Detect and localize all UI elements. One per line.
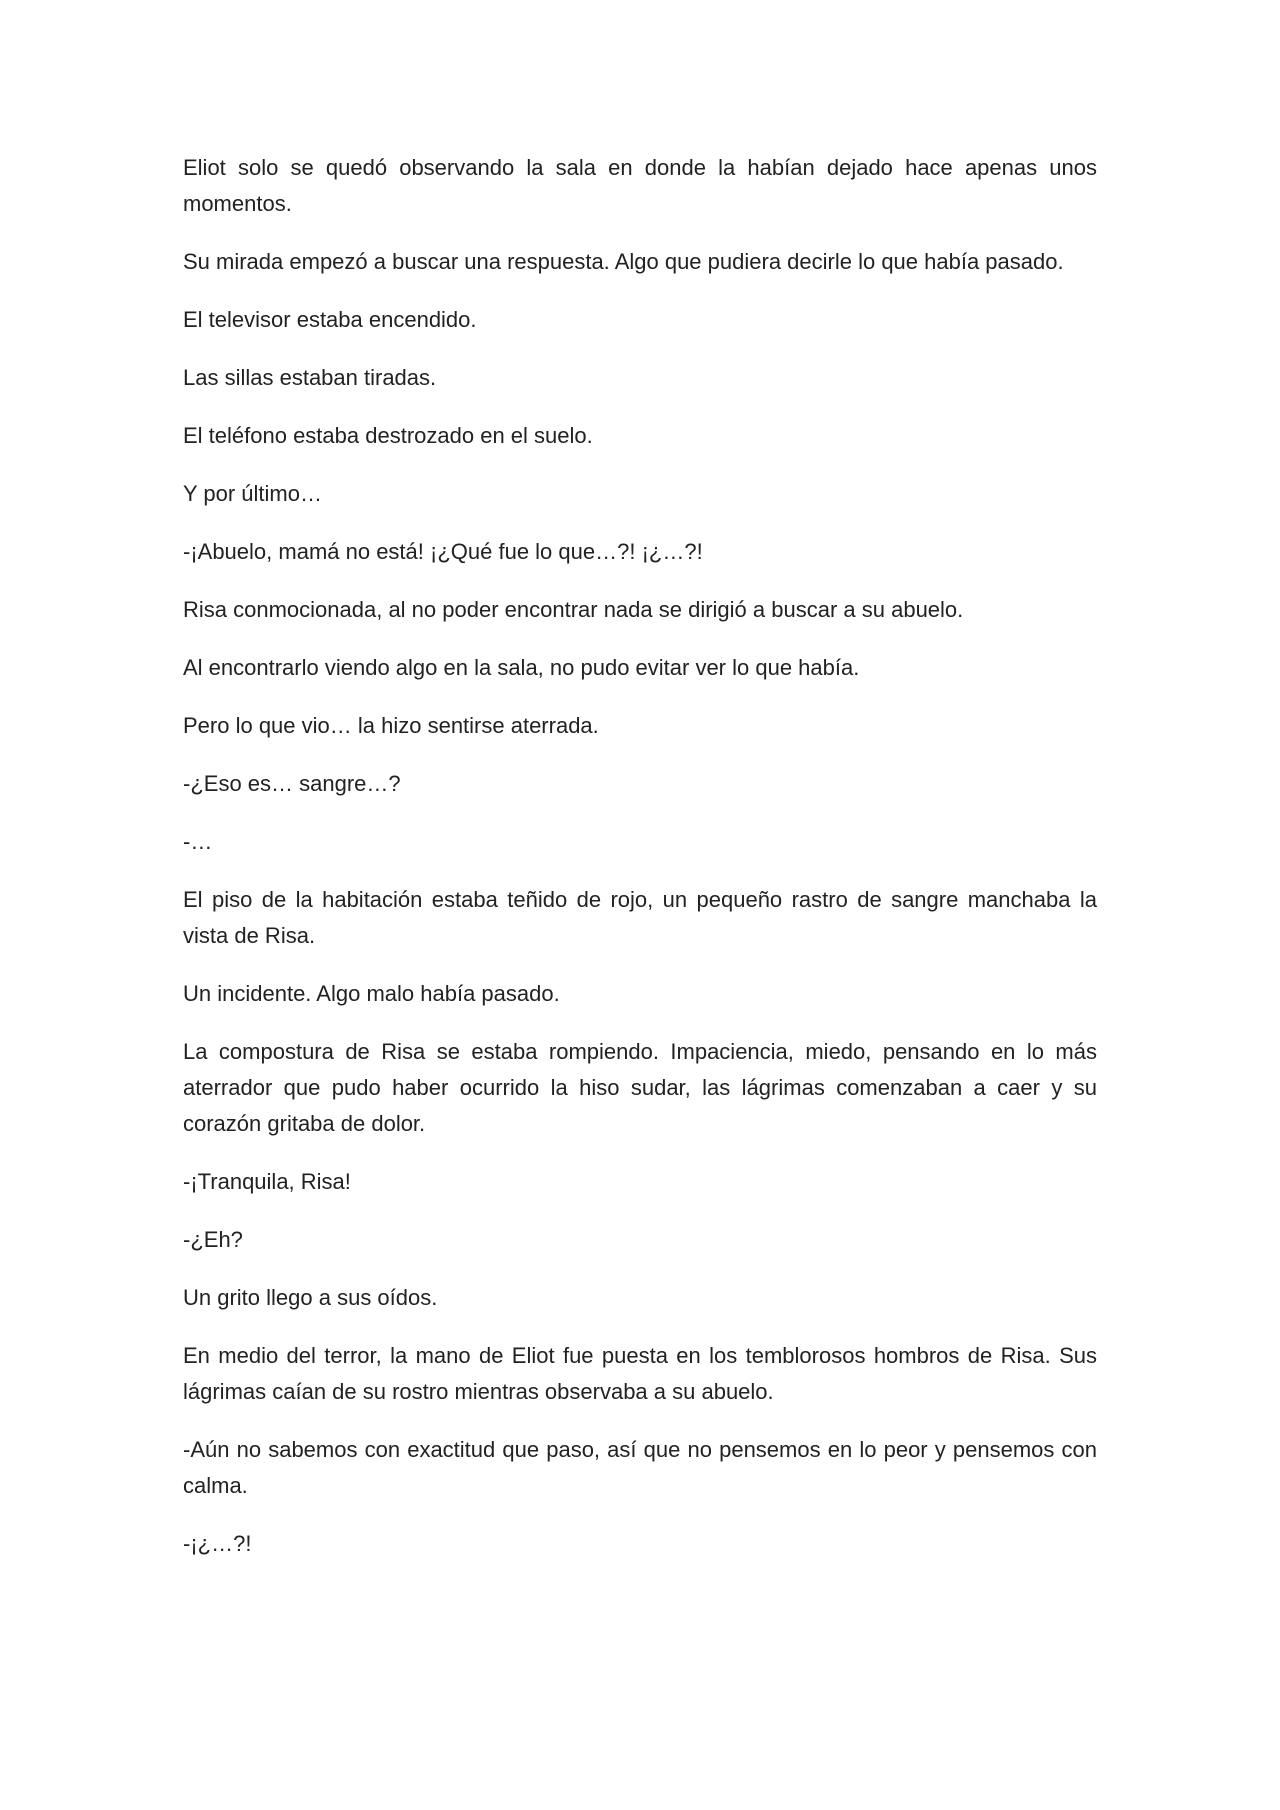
- paragraph: Al encontrarlo viendo algo en la sala, no pudo evitar ver lo que había.: [183, 655, 860, 680]
- paragraph: Pero lo que vio… la hizo sentirse aterrada.: [183, 713, 599, 738]
- dialogue-line: -¡Tranquila, Risa!: [183, 1169, 351, 1194]
- paragraph: En medio del terror, la mano de Eliot fue puesta en los temblorosos hombros de Risa. Sus lágrimas caían de su rostro mientras observaba a su abuelo.: [183, 1343, 1097, 1404]
- paragraph: Un incidente. Algo malo había pasado.: [183, 981, 560, 1006]
- paragraph: El teléfono estaba destrozado en el suelo.: [183, 423, 593, 448]
- paragraph: La compostura de Risa se estaba rompiendo. Impaciencia, miedo, pensando en lo más aterrador que pudo haber ocurrido la hiso sudar, las lágrimas comenzaban a caer y su corazón gritaba de dolor.: [183, 1039, 1097, 1136]
- paragraph: Y por último…: [183, 481, 322, 506]
- paragraph: Un grito llego a sus oídos.: [183, 1285, 438, 1310]
- paragraph: El piso de la habitación estaba teñido de rojo, un pequeño rastro de sangre manchaba la vista de Risa.: [183, 887, 1097, 948]
- paragraph: Las sillas estaban tiradas.: [183, 365, 437, 390]
- dialogue-line: -¿Eh?: [183, 1227, 243, 1252]
- paragraph: Risa conmocionada, al no poder encontrar nada se dirigió a buscar a su abuelo.: [183, 597, 964, 622]
- dialogue-line: -Aún no sabemos con exactitud que paso, así que no pensemos en lo peor y pensemos con calma.: [183, 1437, 1097, 1498]
- paragraph: Eliot solo se quedó observando la sala en donde la habían dejado hace apenas unos momentos.: [183, 155, 1097, 216]
- dialogue-line: -¡¿…?!: [183, 1531, 252, 1556]
- dialogue-line: -¡Abuelo, mamá no está! ¡¿Qué fue lo que…?! ¡¿…?!: [183, 539, 703, 564]
- paragraph: Su mirada empezó a buscar una respuesta. Algo que pudiera decirle lo que había pasado.: [183, 249, 1064, 274]
- dialogue-line: -¿Eso es… sangre…?: [183, 771, 401, 796]
- paragraph: El televisor estaba encendido.: [183, 307, 477, 332]
- dialogue-line: -…: [183, 829, 213, 854]
- document-body: [183, 150, 1097, 1584]
